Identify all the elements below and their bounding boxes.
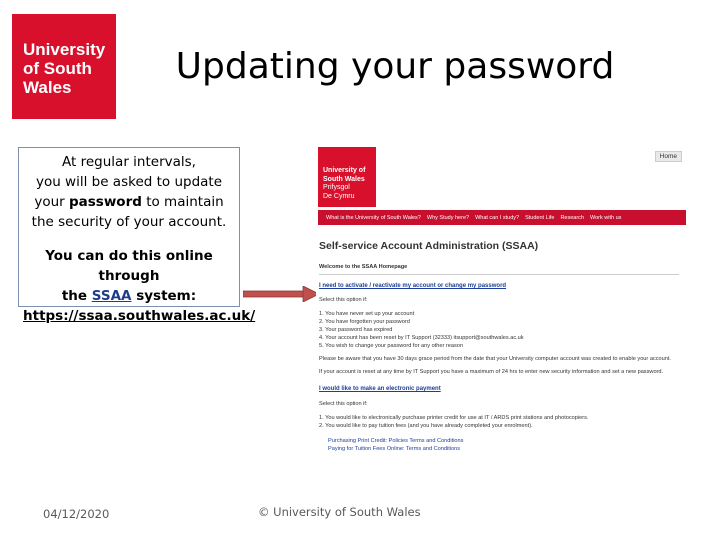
ssaa-logo-line-4: De Cymru: [323, 192, 355, 200]
university-logo: [12, 14, 116, 119]
intro-line-1: At regular intervals,: [62, 154, 196, 170]
nav-item-why-study[interactable]: Why Study here?: [426, 214, 470, 221]
ssaa-logo-line-3: Prifysgol: [323, 184, 350, 191]
slide-title: Updating your password: [175, 46, 615, 87]
ssaa-screenshot: [316, 147, 686, 461]
slide-date: 04/12/2020: [43, 507, 110, 521]
select-option-label-2: Select this option if:: [319, 401, 368, 407]
ssaa-logo-line-2: South Wales: [323, 175, 365, 183]
ssaa-logo: [318, 147, 376, 207]
list-item: 5. You wish to change your password for any other reason: [319, 343, 463, 349]
nav-item-work-with-us[interactable]: Work with us: [590, 214, 622, 221]
grace-period-note: Please be aware that you have 30 days grace period from the date that your University computer account was created to enable your account.: [319, 356, 671, 362]
ssaa-url-link[interactable]: https://ssaa.southwales.ac.uk/: [23, 308, 256, 324]
intro-line-2: you will be asked to update: [35, 174, 223, 190]
intro-paragraph: [23, 152, 235, 232]
nav-item-student-life[interactable]: Student Life: [525, 214, 555, 221]
reset-note: If your account is reset at any time by IT Support you have a maximum of 24 hrs to enter new security information and set a new password.: [319, 369, 664, 375]
ssaa-line-1: You can do this online through: [45, 248, 213, 284]
ssaa-line-2-pre: the: [61, 288, 92, 304]
nav-item-about[interactable]: What is the University of South Wales?: [326, 214, 421, 221]
intro-line-4: the security of your account.: [31, 214, 227, 230]
ssaa-line-2-post: system:: [131, 288, 197, 304]
password-emphasis: password: [68, 194, 142, 210]
list-item: 2. You have forgotten your password: [319, 319, 410, 325]
ssaa-heading: Self-service Account Administration (SSAA): [319, 240, 539, 252]
intro-line-3: [23, 192, 235, 212]
ssaa-paragraph: [23, 246, 256, 326]
copyright-notice: © University of South Wales: [258, 505, 421, 519]
list-item: 2. You would like to pay tuition fees (and you have already completed your enrolment).: [319, 423, 533, 429]
intro-line-3-post: to maintain: [141, 194, 224, 210]
activate-account-link[interactable]: I need to activate / reactivate my account or change my password: [319, 283, 507, 289]
select-option-label: Select this option if:: [319, 297, 368, 303]
list-item: 1. You would like to electronically purchase printer credit for use at IT / ARDS print stations and photocopiers.: [319, 415, 589, 421]
ssaa-logo-line-1: University of: [323, 167, 366, 174]
nav-item-what-study[interactable]: What can I study?: [475, 214, 520, 221]
list-item: 3. Your password has expired: [319, 327, 393, 333]
divider: [319, 274, 679, 275]
print-credit-terms-link[interactable]: Purchasing Print Credit: Policies Terms and Conditions: [328, 438, 464, 444]
intro-line-3-pre: your: [34, 194, 69, 210]
logo-line-2: of South: [23, 59, 92, 78]
electronic-payment-link[interactable]: I would like to make an electronic payment: [319, 386, 441, 392]
ssaa-link[interactable]: SSAA: [91, 288, 132, 304]
ssaa-nav-bar: [318, 210, 686, 225]
ssaa-welcome: Welcome to the SSAA Homepage: [319, 264, 408, 270]
logo-line-1: University: [23, 40, 106, 59]
instruction-textbox: [18, 147, 256, 324]
tuition-fees-terms-link[interactable]: Paying for Tuition Fees Online: Terms and Conditions: [328, 446, 461, 452]
ssaa-line-2: [23, 286, 235, 306]
list-item: 4. Your account has been reset by IT Support (32333) itsupport@southwales.ac.uk: [319, 335, 524, 341]
logo-line-3: Wales: [23, 78, 72, 97]
home-button[interactable]: Home: [655, 151, 682, 162]
nav-item-research[interactable]: Research: [560, 214, 584, 221]
right-arrow-icon: [243, 286, 319, 302]
list-item: 1. You have never set up your account: [319, 311, 415, 317]
